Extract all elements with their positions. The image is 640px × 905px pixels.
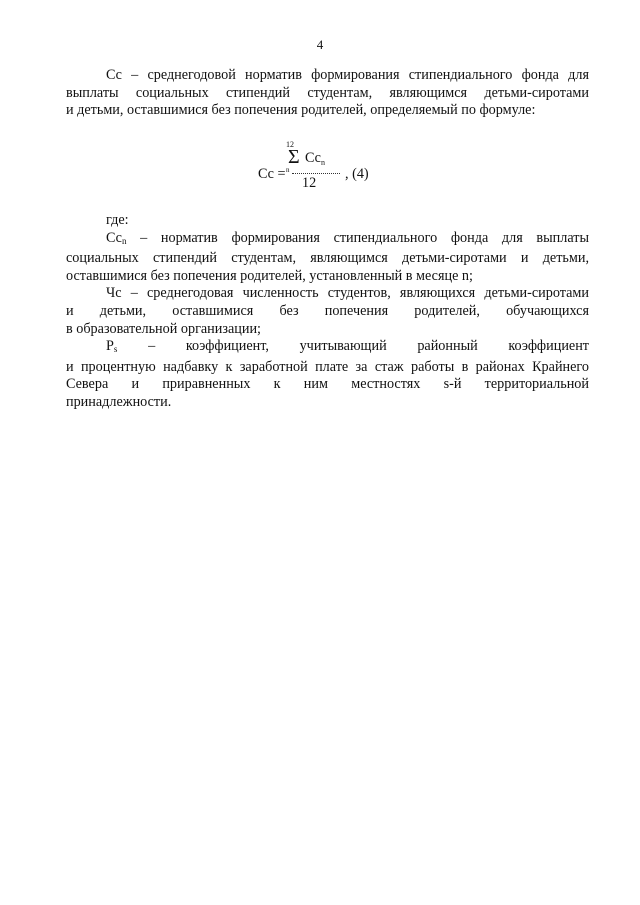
formula-4 <box>258 142 388 196</box>
def-ccn-text: – норматив формирования стипендиального фонда для выплаты <box>126 229 589 246</box>
formula-number: , (4) <box>345 166 369 182</box>
text-line: и процентную надбавку к заработной плате за стаж работы в районах Крайнего <box>66 358 589 375</box>
formula-numerator <box>305 150 325 167</box>
def-ccn-first-line <box>66 230 589 251</box>
text-line: выплаты социальных стипендий студентам, являющимся детьми-сиротами <box>66 84 589 101</box>
text-line: и детьми, оставшимися без попечения родителей, обучающихся <box>66 302 589 319</box>
sum-lower-limit: n <box>286 166 290 174</box>
text-line: Чс – среднегодовая численность студентов, являющихся детьми-сиротами <box>106 285 589 302</box>
def-ps-symbol: P <box>106 338 114 355</box>
def-ps-first-line <box>66 338 589 359</box>
formula-lhs: Сс = <box>258 166 286 182</box>
text-line: Сс – среднегодовой норматив формирования стипендиального фонда для <box>106 67 589 83</box>
text-line: социальных стипендий студентам, являющимся детьми-сиротами и детьми, <box>66 250 589 267</box>
text-line: принадлежности. <box>66 393 172 410</box>
where-label: где: <box>106 212 129 228</box>
intro-paragraph <box>66 67 589 120</box>
text-line: оставшимися без попечения родителей, установленный в месяце n; <box>66 267 473 284</box>
def-ccn-symbol: Сс <box>106 229 122 246</box>
formula-denominator: 12 <box>302 175 317 191</box>
definitions <box>66 212 589 412</box>
sum-term-subscript: n <box>320 158 325 167</box>
def-ccn-symbol-sub: n <box>121 235 127 246</box>
def-ps-symbol-sub: s <box>113 344 118 355</box>
sum-term: Сс <box>305 150 321 166</box>
def-ps-text: – коэффициент, учитывающий районный коэффициент <box>117 338 589 355</box>
fraction-bar <box>292 173 340 174</box>
text-line: и детьми, оставшимися без попечения родителей, определяемый по формуле: <box>66 102 536 119</box>
text-line: Севера и приравненных к ним местностях s-й территориальной <box>66 376 589 393</box>
sum-symbol: Σ <box>288 146 300 168</box>
text-line: в образовательной организации; <box>66 320 261 337</box>
page-number: 4 <box>316 37 324 52</box>
sum-upper-limit: 12 <box>286 140 294 149</box>
